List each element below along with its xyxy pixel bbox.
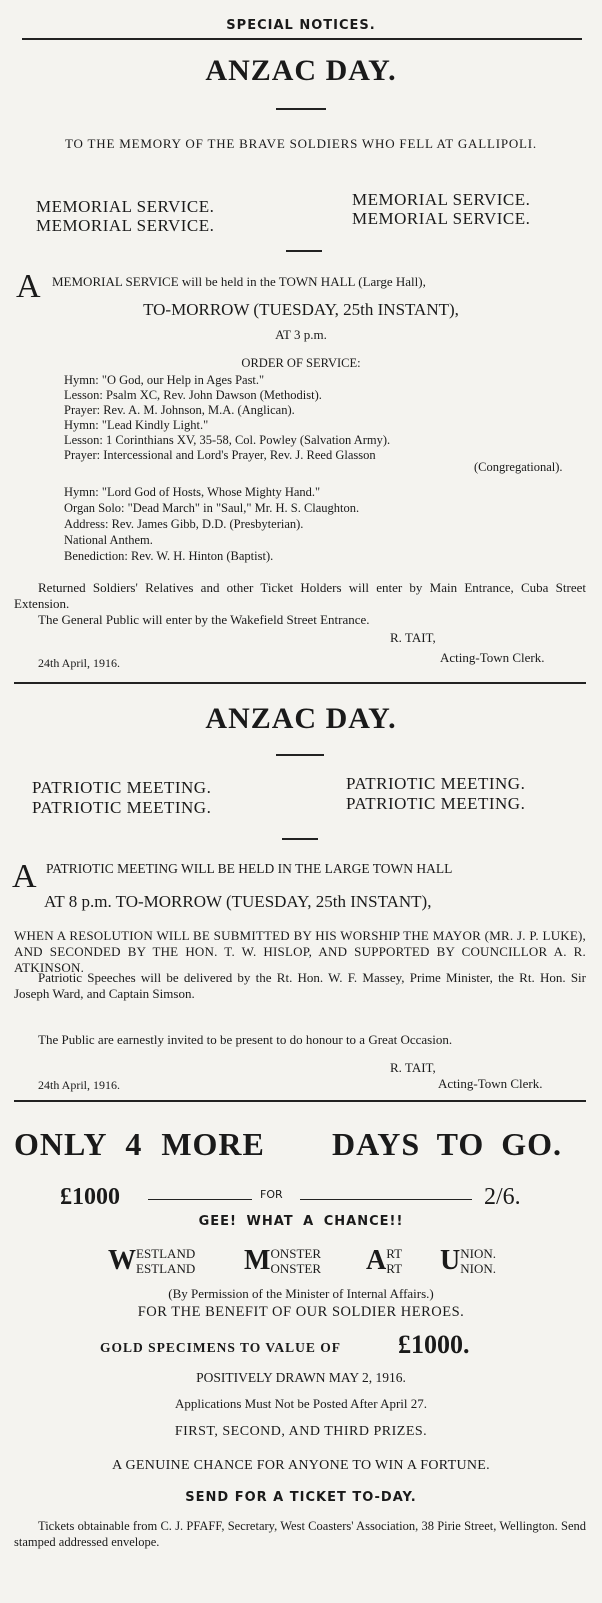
union-rest-2: NION. (460, 1261, 496, 1276)
notice2-intro: PATRIOTIC MEETING WILL BE HELD IN THE LARGE TOWN HALL (46, 861, 453, 876)
notice2-speeches: Patriotic Speeches will be delivered by the Rt. Hon. W. F. Massey, Prime Minister, the Rt. Hon. Sir Joseph Ward, and Captain Simson. (14, 970, 586, 1001)
drawn-line: POSITIVELY DRAWN MAY 2, 1916. (196, 1370, 406, 1385)
prizes-line: FIRST, SECOND, AND THIRD PRIZES. (174, 1424, 428, 1439)
gold-text: GOLD SPECIMENS TO VALUE OF (100, 1340, 342, 1355)
union-cap: M (244, 1245, 271, 1276)
notice2-date: 24th April, 1916. (38, 1078, 121, 1092)
gold-value: £1000. (398, 1330, 470, 1359)
union-rest-1: ESTLAND (136, 1246, 196, 1261)
notice2-dropcap: A (12, 858, 37, 895)
memorial-left-1: MEMORIAL SERVICE. (36, 197, 215, 216)
memorial-left-2: MEMORIAL SERVICE. (36, 216, 215, 235)
prize-for: FOR (260, 1188, 283, 1201)
union-rest-1: RT (386, 1246, 403, 1261)
notice1-signatory-title: Acting-Town Clerk. (440, 650, 545, 665)
divider-1 (14, 682, 586, 684)
patriotic-right-2: PATRIOTIC MEETING. (346, 794, 526, 813)
union-cap: A (366, 1245, 387, 1276)
order-item-11: Benediction: Rev. W. H. Hinton (Baptist). (64, 549, 274, 563)
order-item-4: Hymn: "Lead Kindly Light." (64, 418, 209, 432)
union-word-monster (244, 1246, 321, 1276)
union-rest-2: ESTLAND (136, 1261, 196, 1276)
notice1-title-rule (276, 108, 326, 110)
notice1-date-line: TO-MORROW (TUESDAY, 25th INSTANT), (143, 300, 459, 319)
order-item-6-cont: (Congregational). (474, 460, 563, 474)
order-item-5: Lesson: 1 Corinthians XV, 35-58, Col. Powley (Salvation Army). (64, 433, 391, 447)
notice1-dropcap: A (16, 268, 41, 305)
order-item-8: Organ Solo: "Dead March" in "Saul," Mr. H. S. Claughton. (64, 501, 360, 515)
notice1-mid-rule (286, 250, 322, 252)
section-header: SPECIAL NOTICES. (226, 18, 376, 33)
genuine-line: A GENUINE CHANCE FOR ANYONE TO WIN A FORTUNE. (112, 1458, 490, 1473)
headline-right: DAYS TO GO. (332, 1126, 563, 1162)
notice1-entrance-1: Returned Soldiers' Relatives and other Ticket Holders will enter by Main Entrance, Cuba Street Extension. (14, 580, 586, 611)
prize-rule-right (300, 1199, 472, 1200)
notice1-intro: MEMORIAL SERVICE will be held in the TOWN HALL (Large Hall), (52, 274, 426, 289)
notice2-title-rule (276, 754, 324, 756)
notice1-signatory: R. TAIT, (390, 630, 436, 645)
prize-rule-left (148, 1199, 252, 1200)
union-cap: U (440, 1245, 461, 1276)
notice1-title: ANZAC DAY. (205, 54, 397, 87)
notice2-time: AT 8 p.m. TO-MORROW (TUESDAY, 25th INSTANT), (44, 892, 432, 911)
applications-line: Applications Must Not be Posted After April 27. (174, 1396, 428, 1411)
ticket-price: 2/6. (484, 1184, 521, 1210)
order-heading: ORDER OF SERVICE: (241, 356, 361, 370)
order-item-7: Hymn: "Lord God of Hosts, Whose Mighty Hand." (64, 485, 321, 499)
send-ticket-line: SEND FOR A TICKET TO-DAY. (185, 1490, 417, 1505)
notice2-resolution: WHEN A RESOLUTION WILL BE SUBMITTED BY HIS WORSHIP THE MAYOR (MR. J. P. LUKE), AND SECONDED BY THE HON. T. W. HISLOP, AND SUPPORTED BY COUNCILLOR A. R. ATKINSON. (14, 928, 586, 975)
divider-2 (14, 1100, 586, 1102)
notice1-dedication: TO THE MEMORY OF THE BRAVE SOLDIERS WHO FELL AT GALLIPOLI. (65, 136, 537, 151)
union-word-union (440, 1246, 496, 1276)
patriotic-left-1: PATRIOTIC MEETING. (32, 778, 212, 797)
notice2-mid-rule (282, 838, 318, 840)
notice1-date: 24th April, 1916. (38, 656, 121, 670)
patriotic-left-2: PATRIOTIC MEETING. (32, 798, 212, 817)
memorial-right-2: MEMORIAL SERVICE. (352, 209, 531, 228)
union-cap: W (108, 1245, 136, 1276)
union-word-art (366, 1246, 402, 1276)
union-rest-2: ONSTER (270, 1261, 321, 1276)
gee-line: GEE! WHAT A CHANCE!! (198, 1214, 404, 1229)
permission-line: (By Permission of the Minister of Internal Affairs.) (168, 1286, 434, 1301)
notice2-title: ANZAC DAY. (205, 702, 397, 735)
patriotic-right-1: PATRIOTIC MEETING. (346, 774, 526, 793)
order-item-2: Lesson: Psalm XC, Rev. John Dawson (Methodist). (64, 388, 322, 402)
order-item-3: Prayer: Rev. A. M. Johnson, M.A. (Anglican). (64, 403, 295, 417)
notice1-time: AT 3 p.m. (275, 327, 327, 342)
order-item-1: Hymn: "O God, our Help in Ages Past." (64, 373, 265, 387)
order-item-6: Prayer: Intercessional and Lord's Prayer, Rev. J. Reed Glasson (64, 448, 376, 462)
notice2-signatory: R. TAIT, (390, 1060, 436, 1075)
union-rest-2: RT (386, 1261, 403, 1276)
notice2-signatory-title: Acting-Town Clerk. (438, 1076, 543, 1091)
union-rest-1: NION. (460, 1246, 496, 1261)
headline-left: ONLY 4 MORE (14, 1126, 265, 1162)
header-rule (22, 38, 582, 40)
order-item-9: Address: Rev. James Gibb, D.D. (Presbyterian). (64, 517, 304, 531)
memorial-right-1: MEMORIAL SERVICE. (352, 190, 531, 209)
order-item-10: National Anthem. (64, 533, 153, 547)
notice1-entrance-2: The General Public will enter by the Wakefield Street Entrance. (38, 612, 370, 627)
benefit-line: FOR THE BENEFIT OF OUR SOLDIER HEROES. (137, 1304, 465, 1320)
tickets-line: Tickets obtainable from C. J. PFAFF, Secretary, West Coasters' Association, 38 Pirie Street, Wellington. Send stamped addressed envelope. (14, 1519, 586, 1549)
notice2-invite: The Public are earnestly invited to be present to do honour to a Great Occasion. (38, 1032, 453, 1047)
union-rest-1: ONSTER (270, 1246, 321, 1261)
union-word-westland (108, 1246, 195, 1276)
prize-amount: £1000 (60, 1184, 120, 1210)
